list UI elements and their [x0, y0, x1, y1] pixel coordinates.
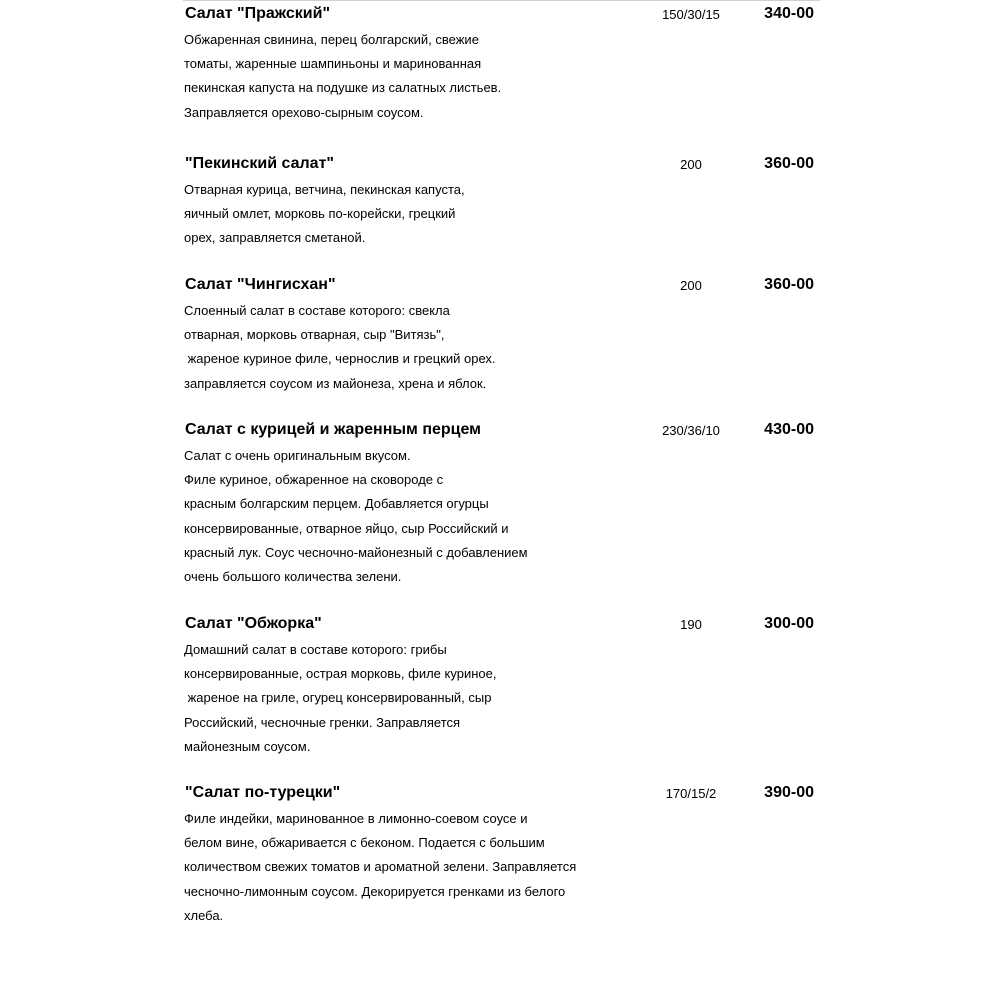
description-line: консервированные, отварное яйцо, сыр Российский и — [184, 520, 509, 536]
item-title: Салат с курицей и жаренным перцем — [185, 421, 482, 438]
description-line: пекинская капуста на подушке из салатных листьев. — [184, 80, 502, 96]
description-line: Заправляется орехово-сырным соусом. — [184, 104, 424, 120]
item-title: Салат "Обжорка" — [185, 615, 322, 632]
item-description — [184, 178, 465, 251]
description-line: заправляется соусом из майонеза, хрена и яблок. — [184, 375, 487, 391]
description-line: Отварная курица, ветчина, пекинская капуста, — [184, 182, 465, 197]
description-line: Домашний салат в составе которого: грибы — [184, 642, 447, 657]
description-line: количеством свежих томатов и ароматной зелени. Заправляется — [184, 859, 577, 875]
item-price: 360-00 — [764, 276, 814, 293]
description-line: Филе индейки, маринованное в лимонно-соевом соусе и — [184, 811, 528, 826]
description-line: Салат с очень оригинальным вкусом. — [184, 448, 411, 463]
description-line: белом вине, обжаривается с беконом. Подается с большим — [184, 835, 545, 851]
item-description — [184, 638, 496, 759]
item-title: "Пекинский салат" — [185, 155, 334, 172]
description-line: отварная, морковь отварная, сыр "Витязь", — [184, 327, 445, 343]
item-title: Салат "Чингисхан" — [185, 276, 336, 293]
description-line: яичный омлет, морковь по-корейски, грецкий — [184, 206, 456, 222]
item-price: 300-00 — [764, 615, 814, 632]
item-price: 360-00 — [764, 155, 814, 172]
description-line: красный лук. Соус чесночно-майонезный с добавлением — [184, 544, 528, 560]
item-description — [184, 807, 576, 928]
item-description — [184, 28, 501, 125]
top-divider — [183, 0, 820, 1]
description-line: Слоенный салат в составе которого: свекла — [184, 303, 450, 318]
item-description — [184, 444, 528, 589]
item-description — [184, 299, 496, 396]
item-weight: 230/36/10 — [662, 423, 720, 438]
item-title: Салат "Пражский" — [185, 5, 331, 22]
description-line: Обжаренная свинина, перец болгарский, свежие — [184, 32, 479, 47]
description-line: майонезным соусом. — [184, 738, 311, 754]
item-price: 430-00 — [764, 421, 814, 438]
item-weight: 170/15/2 — [665, 786, 717, 801]
description-line: Филе куриное, обжаренное на сковороде с — [184, 472, 444, 488]
item-weight: 190 — [680, 617, 702, 632]
description-line: консервированные, острая морковь, филе куриное, — [184, 666, 497, 682]
description-line: жареное на гриле, огурец консервированный, сыр — [184, 690, 492, 706]
item-weight: 150/30/15 — [662, 7, 720, 22]
item-price: 340-00 — [764, 5, 814, 22]
description-line: Российский, чесночные гренки. Заправляется — [184, 714, 461, 730]
item-weight: 200 — [680, 278, 702, 293]
description-line: красным болгарским перцем. Добавляется огурцы — [184, 496, 489, 512]
description-line: чесночно-лимонным соусом. Декорируется гренками из белого — [184, 883, 566, 899]
item-weight: 200 — [680, 157, 702, 172]
item-price: 390-00 — [764, 784, 814, 801]
description-line: томаты, жаренные шампиньоны и маринованная — [184, 56, 482, 72]
description-line: хлеба. — [184, 907, 224, 923]
item-title: "Салат по-турецки" — [185, 784, 341, 801]
description-line: орех, заправляется сметаной. — [184, 230, 366, 246]
description-line: очень большого количества зелени. — [184, 569, 402, 585]
description-line: жареное куриное филе, чернослив и грецкий орех. — [184, 351, 496, 367]
